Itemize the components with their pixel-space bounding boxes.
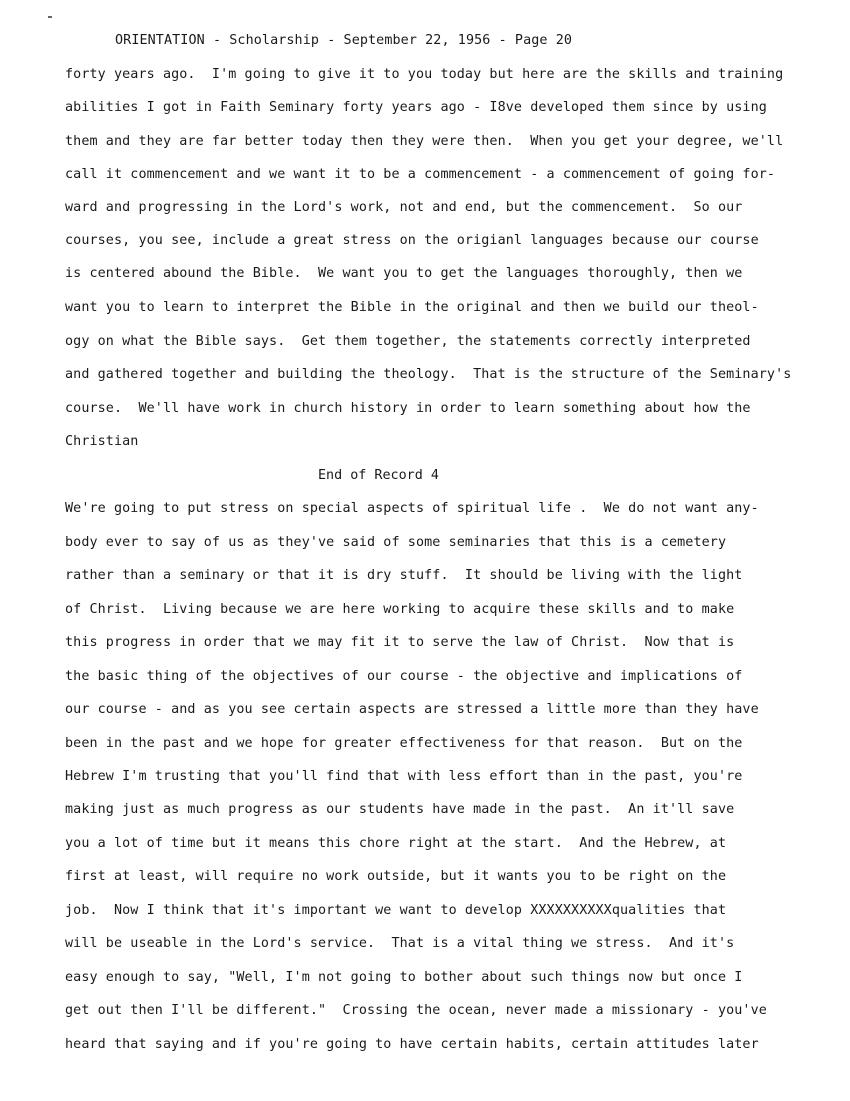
text-line: them and they are far better today then they were then. When you get your degree, we'll: [65, 134, 784, 149]
text-line: ward and progressing in the Lord's work, not and end, but the commencement. So our: [65, 200, 743, 215]
record-heading: End of Record 4: [318, 468, 439, 483]
text-line: first at least, will require no work outside, but it wants you to be right on the: [65, 869, 727, 884]
text-line: will be useable in the Lord's service. That is a vital thing we stress. And it's: [65, 936, 735, 951]
text-line: forty years ago. I'm going to give it to you today but here are the skills and training: [65, 67, 784, 82]
text-line: easy enough to say, "Well, I'm not going to bother about such things now but once I: [65, 970, 743, 985]
text-line: you a lot of time but it means this chore right at the start. And the Hebrew, at: [65, 836, 727, 851]
text-line: our course - and as you see certain aspects are stressed a little more than they have: [65, 702, 759, 717]
text-line: Hebrew I'm trusting that you'll find that with less effort than in the past, you're: [65, 769, 743, 784]
text-line: is centered abound the Bible. We want you to get the languages thoroughly, then we: [65, 266, 743, 281]
text-line: want you to learn to interpret the Bible in the original and then we build our theol-: [65, 300, 759, 315]
text-line: We're going to put stress on special aspects of spiritual life . We do not want any-: [65, 501, 759, 516]
text-line: course. We'll have work in church history in order to learn something about how the: [65, 401, 751, 416]
text-line: rather than a seminary or that it is dry stuff. It should be living with the light: [65, 568, 743, 583]
text-line: making just as much progress as our students have made in the past. An it'll save: [65, 802, 735, 817]
text-line: heard that saying and if you're going to have certain habits, certain attitudes later: [65, 1037, 759, 1052]
text-line: and gathered together and building the theology. That is the structure of the Seminary's: [65, 367, 792, 382]
text-line: the basic thing of the objectives of our course - the objective and implications of: [65, 669, 743, 684]
text-line: body ever to say of us as they've said of some seminaries that this is a cemetery: [65, 535, 727, 550]
text-line: ogy on what the Bible says. Get them together, the statements correctly interpreted: [65, 334, 751, 349]
page-header: ORIENTATION - Scholarship - September 22, 1956 - Page 20: [115, 33, 573, 48]
text-line: been in the past and we hope for greater effectiveness for that reason. But on the: [65, 736, 743, 751]
text-line: Christian: [65, 434, 139, 449]
text-line: this progress in order that we may fit it to serve the law of Christ. Now that is: [65, 635, 735, 650]
text-line: call it commencement and we want it to be a commencement - a commencement of going for-: [65, 167, 776, 182]
margin-mark: [48, 16, 52, 18]
text-line: job. Now I think that it's important we want to develop XXXXXXXXXXqualities that: [65, 903, 727, 918]
text-line: get out then I'll be different." Crossing the ocean, never made a missionary - you've: [65, 1003, 767, 1018]
text-line: courses, you see, include a great stress on the origianl languages because our course: [65, 233, 759, 248]
text-line: of Christ. Living because we are here working to acquire these skills and to make: [65, 602, 735, 617]
text-line: abilities I got in Faith Seminary forty years ago - I8ve developed them since by using: [65, 100, 767, 115]
